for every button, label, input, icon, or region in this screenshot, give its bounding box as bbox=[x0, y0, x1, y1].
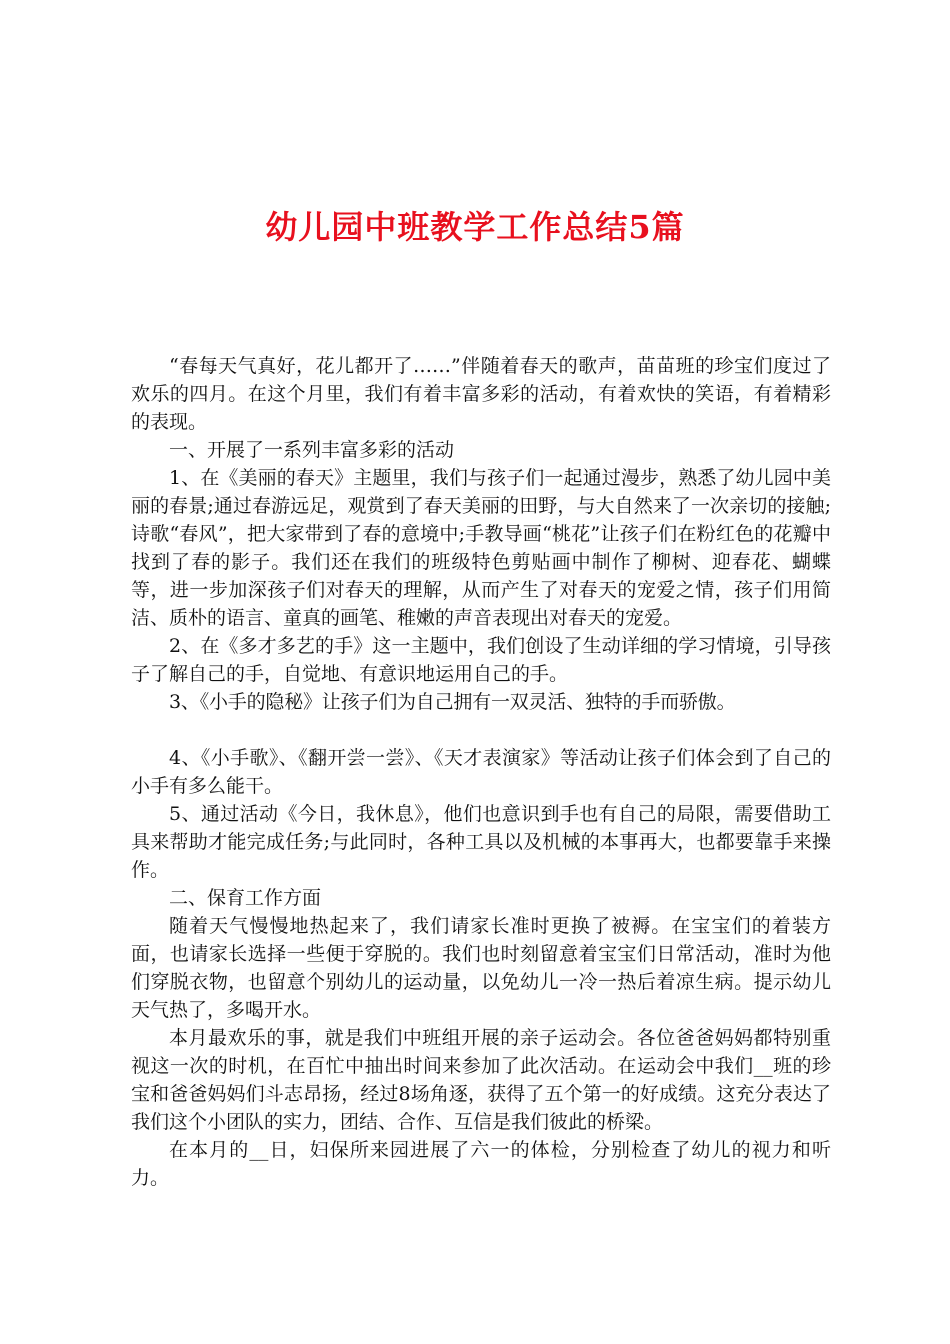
section-heading-care: 二、保育工作方面 bbox=[169, 887, 322, 909]
document-title: 幼儿园中班教学工作总结5篇 bbox=[265, 208, 685, 246]
paragraph-item-5: 5、通过活动《今日，我休息》，他们也意识到手也有自己的局限，需要借助工具来帮助才能完成任务;与此同时，各种工具以及机械的本事再大，也都要靠手来操作。 bbox=[131, 803, 831, 881]
section-heading-activities: 一、开展了一系列丰富多彩的活动 bbox=[169, 439, 455, 461]
paragraph-health-check: 在本月的__日，妇保所来园进展了六一的体检，分别检查了幼儿的视力和听力。 bbox=[131, 1139, 831, 1189]
document-body bbox=[131, 352, 831, 1192]
paragraph-item-2: 2、在《多才多艺的手》这一主题中，我们创设了生动详细的学习情境，引导孩子了解自己的手，自觉地、有意识地运用自己的手。 bbox=[131, 635, 831, 685]
paragraph-item-4: 4、《小手歌》、《翻开尝一尝》、《天才表演家》等活动让孩子们体会到了自己的小手有多么能干。 bbox=[131, 747, 831, 797]
paragraph-item-3: 3、《小手的隐秘》让孩子们为自己拥有一双灵活、独特的手而骄傲。 bbox=[169, 691, 736, 713]
paragraph-sports-day: 本月最欢乐的事，就是我们中班组开展的亲子运动会。各位爸爸妈妈都特别重视这一次的时机，在百忙中抽出时间来参加了此次活动。在运动会中我们__班的珍宝和爸爸妈妈们斗志昂扬，经过8场角逐，获得了五个第一的好成绩。这充分表达了我们这个小团队的实力，团结、合作、互信是我们彼此的桥梁。 bbox=[131, 1027, 831, 1133]
paragraph-intro: “春每天气真好，花儿都开了……”伴随着春天的歌声，苗苗班的珍宝们度过了欢乐的四月。在这个月里，我们有着丰富多彩的活动，有着欢快的笑语，有着精彩的表现。 bbox=[131, 355, 831, 433]
paragraph-item-1: 1、在《美丽的春天》主题里，我们与孩子们一起通过漫步，熟悉了幼儿园中美丽的春景;通过春游远足，观赏到了春天美丽的田野，与大自然来了一次亲切的接触;诗歌“春风”，把大家带到了春的意境中;手教导画“桃花”让孩子们在粉红色的花瓣中找到了春的影子。我们还在我们的班级特色剪贴画中制作了柳树、迎春花、蝴蝶等，进一步加深孩子们对春天的理解，从而产生了对春天的宠爱之情，孩子们用简洁、质朴的语言、童真的画笔、稚嫩的声音表现出对春天的宠爱。 bbox=[131, 467, 831, 629]
paragraph-care: 随着天气慢慢地热起来了，我们请家长准时更换了被褥。在宝宝们的着装方面，也请家长选择一些便于穿脱的。我们也时刻留意着宝宝们日常活动，准时为他们穿脱衣物，也留意个别幼儿的运动量，以免幼儿一冷一热后着凉生病。提示幼儿天气热了，多喝开水。 bbox=[131, 915, 831, 1021]
